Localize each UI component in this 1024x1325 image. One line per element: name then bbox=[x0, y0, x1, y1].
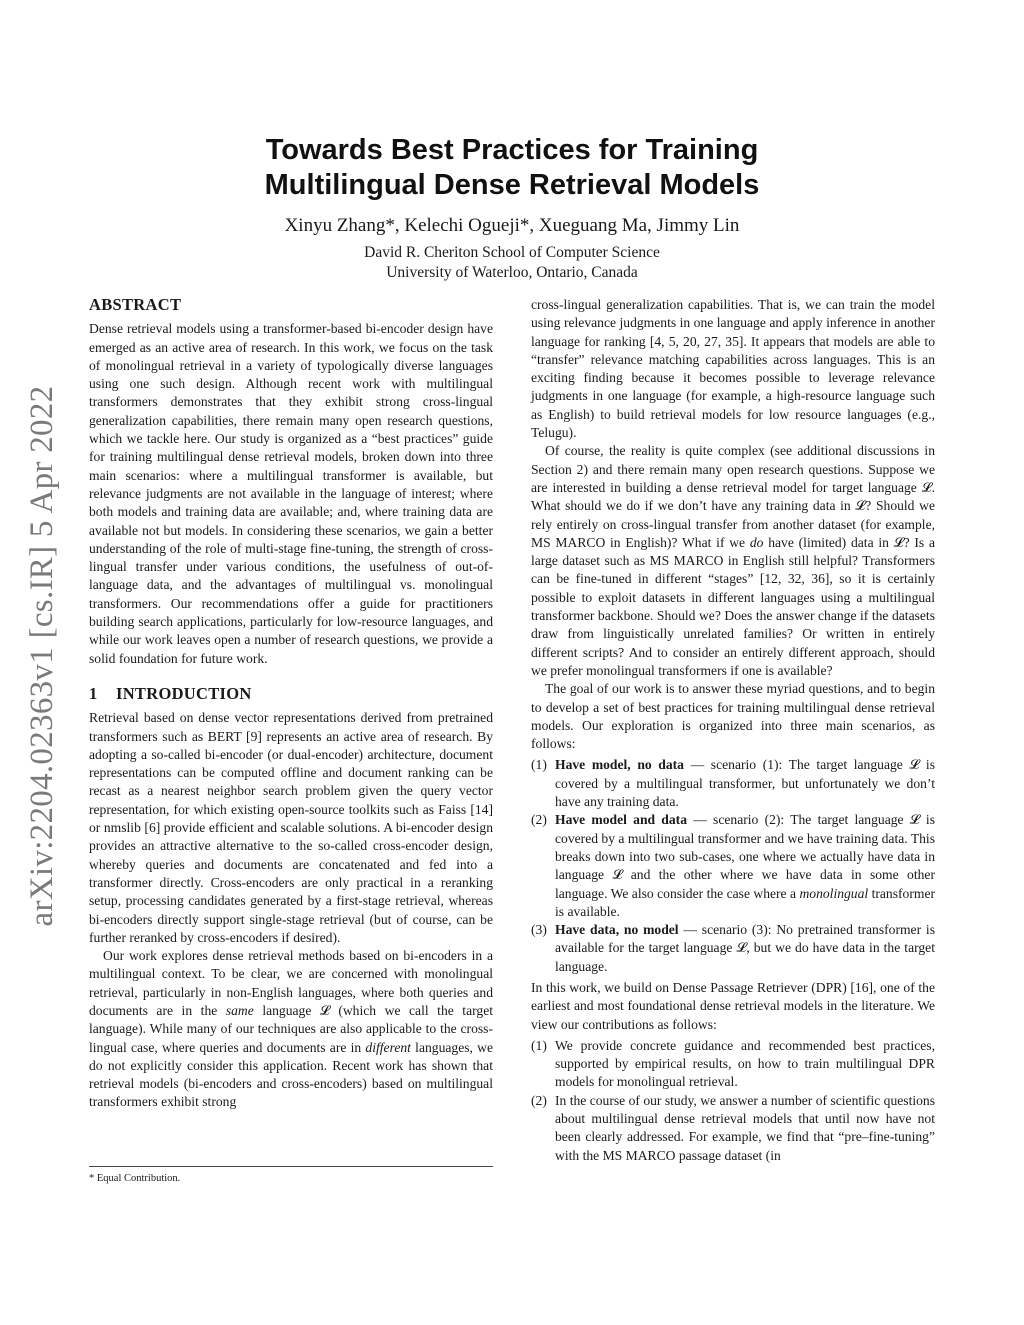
list-item: (1) Have model, no data — scenario (1): The target language 𝓛 is covered by a multilingual transformer, but unfortunately we don’t have any training data. bbox=[531, 757, 935, 810]
scenario-list bbox=[531, 756, 935, 976]
intro-paragraph-3: cross-lingual generalization capabilities. That is, we can train the model using relevance judgments in one language and apply inference in another language for ranking [4, 5, 20, 27, 35]. It appears that models are able to “transfer” relevance matching capabilities across languages. This is an exciting finding because it becomes possible to leverage relevance judgments in one language (for example, a high-resource language such as English) to build retrieval models for low resource languages (e.g., Telugu). bbox=[531, 297, 935, 441]
footnote-divider bbox=[89, 1166, 493, 1167]
list-item: (3) Have data, no model — scenario (3): No pretrained transformer is available for the target language 𝓛, but we do have data in the target language. bbox=[531, 922, 935, 974]
title-line-2: Multilingual Dense Retrieval Models bbox=[264, 169, 760, 201]
author-list: Xinyu Zhang*, Kelechi Ogueji*, Xueguang Ma, Jimmy Lin bbox=[284, 215, 740, 236]
intro-paragraph-4: Of course, the reality is quite complex (see additional discussions in Section 2) and there remain many open research questions. Suppose we are interested in building a dense retrieval model for target language 𝓛. What should we do if we don’t have any training data in 𝓛? Should we rely entirely on cross-lingual transfer from another dataset (for example, MS MARCO in English)? What if we do have (limited) data in 𝓛? Is a large dataset such as MS MARCO in English still helpful? Transformers can be fine-tuned in different “stages” [12, 32, 36], so it is certainly possible to exploit datasets in different languages using a multilingual transformer backbone. Should we? Does the answer change if the datasets draw from linguistically unrelated families? Or written in entirely different scripts? And to consider an entirely different approach, should we prefer monolingual transformers if one is available? bbox=[531, 443, 935, 678]
intro-paragraph-6: In this work, we build on Dense Passage Retriever (DPR) [16], one of the earliest and most foundational dense retrieval models in the literature. We view our contributions as follows: bbox=[531, 979, 935, 1032]
arxiv-identifier-stamp: arXiv:2204.02363v1 [cs.IR] 5 Apr 2022 bbox=[24, 385, 60, 927]
footnote-equal-contribution: * Equal Contribution. bbox=[89, 1173, 181, 1184]
right-column bbox=[531, 296, 935, 1165]
abstract-heading: ABSTRACT bbox=[89, 295, 182, 314]
contribution-list bbox=[531, 1037, 935, 1165]
paper-title bbox=[0, 133, 1024, 203]
affiliation-university: University of Waterloo, Ontario, Canada bbox=[386, 264, 638, 281]
title-line-1: Towards Best Practices for Training bbox=[265, 134, 759, 166]
list-item: (2) In the course of our study, we answer a number of scientific questions about multilingual dense retrieval models that until now have not been clearly addressed. For example, we find that “pre–fine-tuning” with the MS MARCO passage dataset (in bbox=[531, 1092, 936, 1163]
intro-paragraph-5: The goal of our work is to answer these myriad questions, and to begin to develop a set of best practices for training multilingual dense retrieval models. Our exploration is organized into three main scenarios, as follows: bbox=[531, 681, 935, 752]
intro-paragraph-2: Our work explores dense retrieval methods based on bi-encoders in a multilingual context. To be clear, we are concerned with monolingual retrieval, particularly in non-English languages, where both queries and documents are in the same language 𝓛 (which we call the target language). While many of our techniques are also applicable to the cross-lingual case, where queries and documents are in different languages, we do not explicitly consider this application. Recent work has shown that retrieval models (bi-encoders and cross-encoders) based on multilingual transformers exhibit strong bbox=[89, 948, 494, 1110]
abstract-text: Dense retrieval models using a transformer-based bi-encoder design have emerged as an active area of research. In this work, we focus on the task of monolingual retrieval in a variety of typologically diverse languages using one such design. Although recent work with multilingual transformers demonstrates that they exhibit strong cross-lingual generalization capabilities, there remain many open research questions, which we tackle here. Our study is organized as a “best practices” guide for training multilingual dense retrieval models, broken down into three main scenarios: where a multilingual transformer is available, but relevance judgments are not available in the language of interest; where both models and training data are available; and, where training data are available not but models. In considering these scenarios, we gain a better understanding of the role of multi-stage fine-tuning, the strength of cross-lingual transfer under various conditions, the usefulness of out-of-language data, and the advantages of multilingual vs. monolingual transformers. Our recommendations offer a guide for practitioners building search applications, particularly for low-resource languages, and while our work leaves open a number of research questions, we provide a solid foundation for future work. bbox=[89, 321, 493, 666]
section-number: 1 bbox=[89, 683, 98, 703]
left-column bbox=[89, 296, 493, 1112]
list-item: (2) Have model and data — scenario (2): The target language 𝓛 is covered by a multilingual transformer and we have training data. This breaks down into two sub-cases, one where we actually have data in language 𝓛 and the other where we have data in some other language. We also consider the case where a monolingual transformer is available. bbox=[531, 812, 936, 919]
intro-paragraph-1: Retrieval based on dense vector representations derived from pretrained transformers such as BERT [9] represents an active area of research. By adopting a so-called bi-encoder (or dual-encoder) architecture, document representations can be computed offline and document ranking can be recast as a nearest neighbor search problem given the query vector representation, for which existing open-source toolkits such as Faiss [14] or nmslib [6] provide efficient and scalable solutions. A bi-encoder design provides an attractive alternative to the so-called cross-encoder design, whereby queries and documents are concatenated and fed into a transformer directly. Cross-encoders are only practical in a reranking setup, processing candidates generated by a first-stage retrieval, whereas bi-encoders directly support single-stage retrieval (but of course, can be further reranked by cross-encoders if desired). bbox=[89, 710, 493, 945]
section-title: INTRODUCTION bbox=[116, 683, 252, 703]
list-item: (1) We provide concrete guidance and recommended best practices, supported by empirical results, on how to train multilingual DPR models for monolingual retrieval. bbox=[531, 1037, 935, 1090]
introduction-heading bbox=[89, 685, 493, 703]
affiliation-department: David R. Cheriton School of Computer Science bbox=[364, 244, 660, 261]
